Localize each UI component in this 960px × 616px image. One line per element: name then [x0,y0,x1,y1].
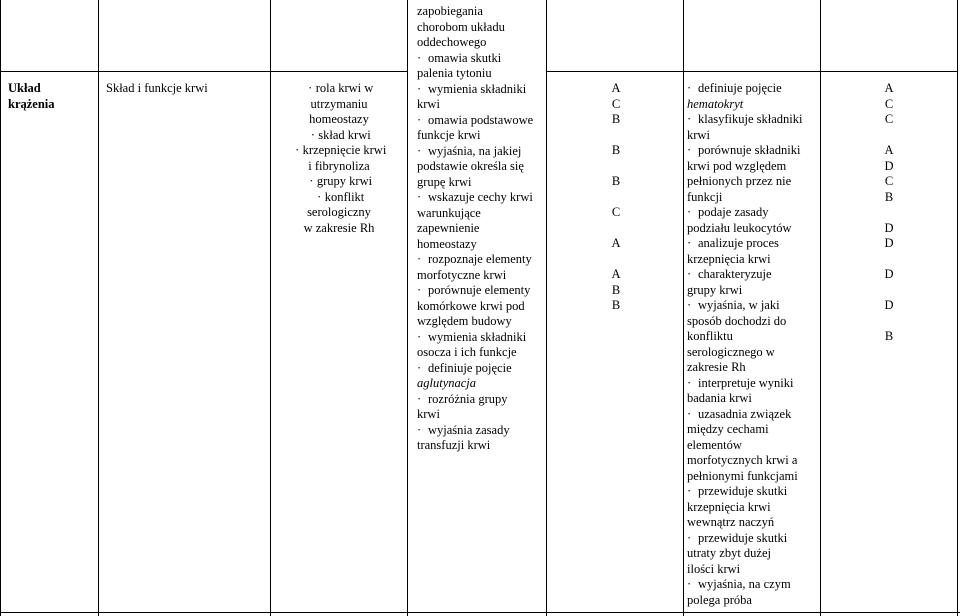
level-mark: D [884,158,894,173]
basic-item-12: · wyjaśnia zasady transfuzji krwi [417,422,510,452]
bullet-icon: · [687,267,692,281]
level-mark [822,128,956,144]
level-mark: D [884,298,894,312]
topic-label: Skład i funkcje krwi [106,81,208,95]
level-mark: C [884,112,894,126]
bullet-icon: · [417,252,422,266]
level-mark: D [884,236,894,250]
extended-item-3: · porównuje składniki krwi pod względem pełnionych przez nie funkcji [687,143,801,204]
bullet-icon: · [417,190,422,204]
col-border-3 [407,0,408,616]
level-mark: A [611,236,621,250]
topic-cell [106,81,208,97]
extended-item-0: · definiuje pojęcie [687,81,782,95]
extended-requirements-cell [687,81,803,608]
level-mark: B [611,143,621,157]
bullet-icon: · [417,283,422,297]
basic-item-10: aglutynacja [417,376,477,390]
content-item-4: · konflikt serologiczny w zakresie Rh [303,189,375,235]
bullet-icon: · [309,174,314,188]
extended-item-6: · charakteryzuje grupy krwi [687,267,772,297]
extended-item-2: · klasyfikuje składniki krwi [687,112,803,142]
level-mark: B [611,174,621,188]
level-mark: C [611,205,621,219]
row-border-top [0,71,408,72]
basic-item-3: · omawia podstawowe funkcje krwi [417,112,534,142]
level-mark [822,314,956,330]
basic-item-1: · omawia skutki palenia tytoniu [417,50,502,80]
bullet-icon: · [417,143,422,158]
col-border-7 [957,0,958,616]
row-border-bottom [0,612,960,613]
extended-levels-cell [822,81,956,345]
level-mark: B [884,189,894,204]
bullet-icon: · [310,127,315,142]
level-mark [548,128,684,144]
level-mark: A [884,143,894,157]
basic-levels-cell [548,81,684,314]
bullet-icon: · [687,298,692,312]
level-mark: B [611,282,621,297]
basic-item-8: · wymienia składniki osocza i ich funkcje [417,329,527,359]
bullet-icon: · [687,484,692,498]
bullet-icon: · [417,81,422,96]
level-mark: D [884,220,894,235]
bullet-icon: · [687,375,692,390]
basic-item-11: · rozróżnia grupy krwi [417,391,508,421]
bullet-icon: · [687,236,692,250]
content-item-3: · grupy krwi [272,174,406,190]
level-mark: B [611,298,621,312]
bullet-icon: · [687,143,692,157]
content-item-1: · skład krwi [272,128,406,144]
level-mark: C [884,96,894,111]
extended-item-7: · wyjaśnia, w jaki sposób dochodzi do konfliktu serologicznego w zakresie Rh [687,298,787,374]
col-border-6 [820,0,821,616]
content-item-0: · rola krwi w utrzymaniu homeostazy [272,81,406,128]
content-cell [272,81,406,236]
bullet-icon: · [417,360,422,375]
extended-item-12: · wyjaśnia, na czym polega próba [687,577,791,607]
bullet-icon: · [308,81,313,95]
basic-item-0: zapobiegania chorobom układu oddechowego [417,4,505,49]
extended-item-11: · przewiduje skutki utraty zbyt dużej ilości krwi [687,530,788,576]
bullet-icon: · [417,422,422,437]
bullet-icon: · [687,530,692,545]
level-mark: C [611,96,621,111]
basic-item-9: · definiuje pojęcie [417,360,512,375]
extended-item-10: · przewiduje skutki krzepnięcia krwi wewnątrz naczyń [687,484,788,529]
bullet-icon: · [417,112,422,127]
col-border-0 [0,0,1,616]
level-mark: D [884,267,894,281]
bullet-icon: · [417,391,422,406]
level-mark: B [884,329,894,343]
bullet-icon: · [687,577,692,591]
level-mark [822,252,956,268]
basic-item-2: · wymienia składniki krwi [417,81,527,111]
level-mark [822,205,956,221]
content-item-2: · krzepnięcie krwi i fibrynoliza [272,143,406,174]
level-mark [548,190,684,206]
basic-requirements-cell [417,4,533,454]
basic-item-7: · porównuje elementy komórkowe krwi pod względem budowy [417,283,531,328]
bullet-icon: · [417,329,422,344]
section-cell [8,81,55,112]
level-mark: A [611,267,621,281]
level-mark [548,252,684,268]
level-mark: B [611,112,621,126]
extended-item-8: · interpretuje wyniki badania krwi [687,375,794,405]
extended-item-1: hematokryt [687,96,744,111]
col-border-4 [546,0,547,616]
level-mark: A [611,81,621,95]
extended-item-9: · uzasadnia związek między cechami elementów morfotycznych krwi a pełnionymi funkcjami [687,406,798,483]
bullet-icon: · [687,112,692,126]
row-border-top-right [546,71,958,72]
col-border-2 [270,0,271,616]
basic-item-5: · wskazuje cechy krwi warunkujące zapewnienie homeostazy [417,190,533,251]
extended-item-4: · podaje zasady podziału leukocytów [687,205,792,235]
col-border-1 [98,0,99,616]
bullet-icon: · [317,189,322,204]
level-mark [548,159,684,175]
section-label-line2: krążenia [8,96,55,111]
level-mark: A [884,81,894,95]
basic-item-4: · wyjaśnia, na jakiej podstawie określa się grupę krwi [417,143,524,189]
level-mark: C [884,174,894,188]
bullet-icon: · [687,81,692,95]
section-label-line1: Układ [8,81,41,95]
bullet-icon: · [687,406,692,421]
extended-item-5: · analizuje proces krzepnięcia krwi [687,236,779,266]
level-mark [822,283,956,299]
basic-item-6: · rozpoznaje elementy morfotyczne krwi [417,252,532,282]
bullet-icon: · [687,205,692,219]
bullet-icon: · [295,143,300,157]
level-mark [548,221,684,237]
bullet-icon: · [417,50,422,65]
